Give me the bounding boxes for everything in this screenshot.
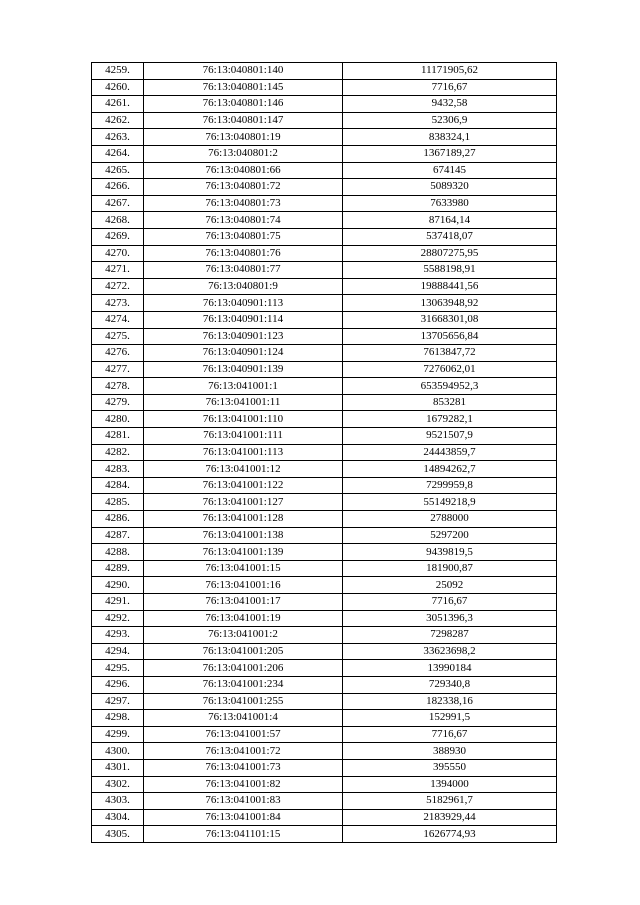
row-number-cell: 4269.	[92, 228, 144, 245]
row-number-cell: 4298.	[92, 710, 144, 727]
row-number-cell: 4281.	[92, 428, 144, 445]
value-cell: 7299959,8	[343, 477, 557, 494]
value-cell: 11171905,62	[343, 63, 557, 80]
cadastral-number-cell: 76:13:040801:140	[144, 63, 343, 80]
row-number-cell: 4280.	[92, 411, 144, 428]
cadastral-number-cell: 76:13:040901:124	[144, 345, 343, 362]
row-number-cell: 4285.	[92, 494, 144, 511]
cadastral-number-cell: 76:13:041001:72	[144, 743, 343, 760]
value-cell: 9432,58	[343, 96, 557, 113]
row-number-cell: 4294.	[92, 643, 144, 660]
value-cell: 9521507,9	[343, 428, 557, 445]
cadastral-number-cell: 76:13:040901:123	[144, 328, 343, 345]
row-number-cell: 4274.	[92, 311, 144, 328]
cadastral-number-cell: 76:13:041001:127	[144, 494, 343, 511]
cadastral-number-cell: 76:13:041001:122	[144, 477, 343, 494]
value-cell: 9439819,5	[343, 544, 557, 561]
cadastral-number-cell: 76:13:040801:9	[144, 278, 343, 295]
row-number-cell: 4286.	[92, 511, 144, 528]
table-row	[92, 394, 557, 411]
cadastral-number-cell: 76:13:041001:205	[144, 643, 343, 660]
table-row	[92, 345, 557, 362]
cadastral-number-cell: 76:13:040801:145	[144, 79, 343, 96]
value-cell: 674145	[343, 162, 557, 179]
row-number-cell: 4273.	[92, 295, 144, 312]
table-row	[92, 577, 557, 594]
row-number-cell: 4283.	[92, 461, 144, 478]
cadastral-number-cell: 76:13:041001:57	[144, 726, 343, 743]
row-number-cell: 4266.	[92, 179, 144, 196]
table-row	[92, 129, 557, 146]
row-number-cell: 4262.	[92, 112, 144, 129]
table-row	[92, 311, 557, 328]
table-row	[92, 162, 557, 179]
cadastral-number-cell: 76:13:040901:139	[144, 361, 343, 378]
table-row	[92, 759, 557, 776]
cadastral-number-cell: 76:13:041001:4	[144, 710, 343, 727]
table-row	[92, 328, 557, 345]
cadastral-number-cell: 76:13:041001:83	[144, 793, 343, 810]
row-number-cell: 4291.	[92, 594, 144, 611]
table-row	[92, 378, 557, 395]
table-row	[92, 826, 557, 843]
value-cell: 3051396,3	[343, 610, 557, 627]
row-number-cell: 4272.	[92, 278, 144, 295]
table-row	[92, 477, 557, 494]
table-body	[92, 63, 557, 843]
cadastral-number-cell: 76:13:041001:19	[144, 610, 343, 627]
table-row	[92, 112, 557, 129]
cadastral-number-cell: 76:13:041101:15	[144, 826, 343, 843]
row-number-cell: 4289.	[92, 560, 144, 577]
value-cell: 5588198,91	[343, 262, 557, 279]
cadastral-number-cell: 76:13:041001:12	[144, 461, 343, 478]
table-row	[92, 212, 557, 229]
cadastral-number-cell: 76:13:041001:255	[144, 693, 343, 710]
table-row	[92, 228, 557, 245]
cadastral-number-cell: 76:13:041001:11	[144, 394, 343, 411]
table-row	[92, 560, 557, 577]
table-row	[92, 544, 557, 561]
row-number-cell: 4303.	[92, 793, 144, 810]
value-cell: 1626774,93	[343, 826, 557, 843]
row-number-cell: 4268.	[92, 212, 144, 229]
cadastral-number-cell: 76:13:041001:16	[144, 577, 343, 594]
value-cell: 33623698,2	[343, 643, 557, 660]
value-cell: 152991,5	[343, 710, 557, 727]
document-page	[91, 62, 553, 843]
cadastral-number-cell: 76:13:040801:74	[144, 212, 343, 229]
row-number-cell: 4278.	[92, 378, 144, 395]
row-number-cell: 4290.	[92, 577, 144, 594]
cadastral-number-cell: 76:13:041001:128	[144, 511, 343, 528]
row-number-cell: 4296.	[92, 676, 144, 693]
table-row	[92, 63, 557, 80]
table-row	[92, 643, 557, 660]
cadastral-number-cell: 76:13:040801:66	[144, 162, 343, 179]
value-cell: 1367189,27	[343, 145, 557, 162]
row-number-cell: 4271.	[92, 262, 144, 279]
value-cell: 24443859,7	[343, 444, 557, 461]
row-number-cell: 4264.	[92, 145, 144, 162]
row-number-cell: 4279.	[92, 394, 144, 411]
row-number-cell: 4265.	[92, 162, 144, 179]
value-cell: 28807275,95	[343, 245, 557, 262]
table-row	[92, 428, 557, 445]
value-cell: 653594952,3	[343, 378, 557, 395]
table-row	[92, 693, 557, 710]
value-cell: 395550	[343, 759, 557, 776]
value-cell: 7716,67	[343, 79, 557, 96]
row-number-cell: 4261.	[92, 96, 144, 113]
table-row	[92, 262, 557, 279]
row-number-cell: 4259.	[92, 63, 144, 80]
row-number-cell: 4282.	[92, 444, 144, 461]
row-number-cell: 4277.	[92, 361, 144, 378]
row-number-cell: 4305.	[92, 826, 144, 843]
table-row	[92, 793, 557, 810]
table-row	[92, 444, 557, 461]
row-number-cell: 4302.	[92, 776, 144, 793]
row-number-cell: 4276.	[92, 345, 144, 362]
row-number-cell: 4263.	[92, 129, 144, 146]
value-cell: 388930	[343, 743, 557, 760]
cadastral-number-cell: 76:13:041001:84	[144, 809, 343, 826]
cadastral-number-cell: 76:13:041001:73	[144, 759, 343, 776]
value-cell: 1679282,1	[343, 411, 557, 428]
row-number-cell: 4270.	[92, 245, 144, 262]
table-row	[92, 295, 557, 312]
cadastral-number-cell: 76:13:041001:206	[144, 660, 343, 677]
cadastral-number-cell: 76:13:041001:110	[144, 411, 343, 428]
value-cell: 853281	[343, 394, 557, 411]
row-number-cell: 4295.	[92, 660, 144, 677]
value-cell: 1394000	[343, 776, 557, 793]
value-cell: 838324,1	[343, 129, 557, 146]
table-row	[92, 461, 557, 478]
table-row	[92, 743, 557, 760]
table-row	[92, 776, 557, 793]
row-number-cell: 4293.	[92, 627, 144, 644]
value-cell: 52306,9	[343, 112, 557, 129]
cadastral-number-cell: 76:13:040801:19	[144, 129, 343, 146]
cadastral-number-cell: 76:13:040801:75	[144, 228, 343, 245]
value-cell: 537418,07	[343, 228, 557, 245]
cadastral-number-cell: 76:13:041001:17	[144, 594, 343, 611]
table-row	[92, 145, 557, 162]
cadastral-number-cell: 76:13:041001:234	[144, 676, 343, 693]
value-cell: 5182961,7	[343, 793, 557, 810]
row-number-cell: 4304.	[92, 809, 144, 826]
value-cell: 182338,16	[343, 693, 557, 710]
value-cell: 13705656,84	[343, 328, 557, 345]
value-cell: 25092	[343, 577, 557, 594]
table-row	[92, 627, 557, 644]
row-number-cell: 4267.	[92, 195, 144, 212]
table-row	[92, 527, 557, 544]
cadastral-number-cell: 76:13:041001:2	[144, 627, 343, 644]
value-cell: 13990184	[343, 660, 557, 677]
table-row	[92, 179, 557, 196]
cadastral-number-cell: 76:13:040801:77	[144, 262, 343, 279]
value-cell: 5297200	[343, 527, 557, 544]
value-cell: 2183929,44	[343, 809, 557, 826]
value-cell: 7613847,72	[343, 345, 557, 362]
value-cell: 181900,87	[343, 560, 557, 577]
table-row	[92, 245, 557, 262]
table-row	[92, 96, 557, 113]
cadastral-number-cell: 76:13:040801:147	[144, 112, 343, 129]
value-cell: 7298287	[343, 627, 557, 644]
table-row	[92, 494, 557, 511]
cadastral-number-cell: 76:13:040801:2	[144, 145, 343, 162]
row-number-cell: 4292.	[92, 610, 144, 627]
cadastral-number-cell: 76:13:041001:1	[144, 378, 343, 395]
value-cell: 2788000	[343, 511, 557, 528]
table-row	[92, 676, 557, 693]
value-cell: 31668301,08	[343, 311, 557, 328]
table-row	[92, 278, 557, 295]
row-number-cell: 4287.	[92, 527, 144, 544]
value-cell: 729340,8	[343, 676, 557, 693]
table-row	[92, 594, 557, 611]
row-number-cell: 4300.	[92, 743, 144, 760]
cadastral-number-cell: 76:13:041001:82	[144, 776, 343, 793]
table-row	[92, 195, 557, 212]
value-cell: 13063948,92	[343, 295, 557, 312]
value-cell: 55149218,9	[343, 494, 557, 511]
table-row	[92, 809, 557, 826]
row-number-cell: 4288.	[92, 544, 144, 561]
value-cell: 7633980	[343, 195, 557, 212]
table-row	[92, 411, 557, 428]
row-number-cell: 4260.	[92, 79, 144, 96]
cadastral-number-cell: 76:13:040801:73	[144, 195, 343, 212]
value-cell: 7276062,01	[343, 361, 557, 378]
row-number-cell: 4275.	[92, 328, 144, 345]
table-row	[92, 511, 557, 528]
table-row	[92, 79, 557, 96]
table-row	[92, 610, 557, 627]
value-cell: 7716,67	[343, 594, 557, 611]
cadastral-number-cell: 76:13:041001:138	[144, 527, 343, 544]
value-cell: 14894262,7	[343, 461, 557, 478]
row-number-cell: 4297.	[92, 693, 144, 710]
value-cell: 87164,14	[343, 212, 557, 229]
cadastral-number-cell: 76:13:041001:139	[144, 544, 343, 561]
cadastral-number-cell: 76:13:041001:111	[144, 428, 343, 445]
cadastral-number-cell: 76:13:040801:146	[144, 96, 343, 113]
row-number-cell: 4299.	[92, 726, 144, 743]
table-row	[92, 660, 557, 677]
table-row	[92, 361, 557, 378]
cadastral-number-cell: 76:13:040901:113	[144, 295, 343, 312]
row-number-cell: 4284.	[92, 477, 144, 494]
table-row	[92, 710, 557, 727]
cadastral-number-cell: 76:13:041001:113	[144, 444, 343, 461]
row-number-cell: 4301.	[92, 759, 144, 776]
cadastral-number-cell: 76:13:041001:15	[144, 560, 343, 577]
value-cell: 19888441,56	[343, 278, 557, 295]
table-row	[92, 726, 557, 743]
cadastral-number-cell: 76:13:040801:76	[144, 245, 343, 262]
cadastral-number-cell: 76:13:040801:72	[144, 179, 343, 196]
cadastral-value-table	[91, 62, 557, 843]
value-cell: 7716,67	[343, 726, 557, 743]
value-cell: 5089320	[343, 179, 557, 196]
cadastral-number-cell: 76:13:040901:114	[144, 311, 343, 328]
